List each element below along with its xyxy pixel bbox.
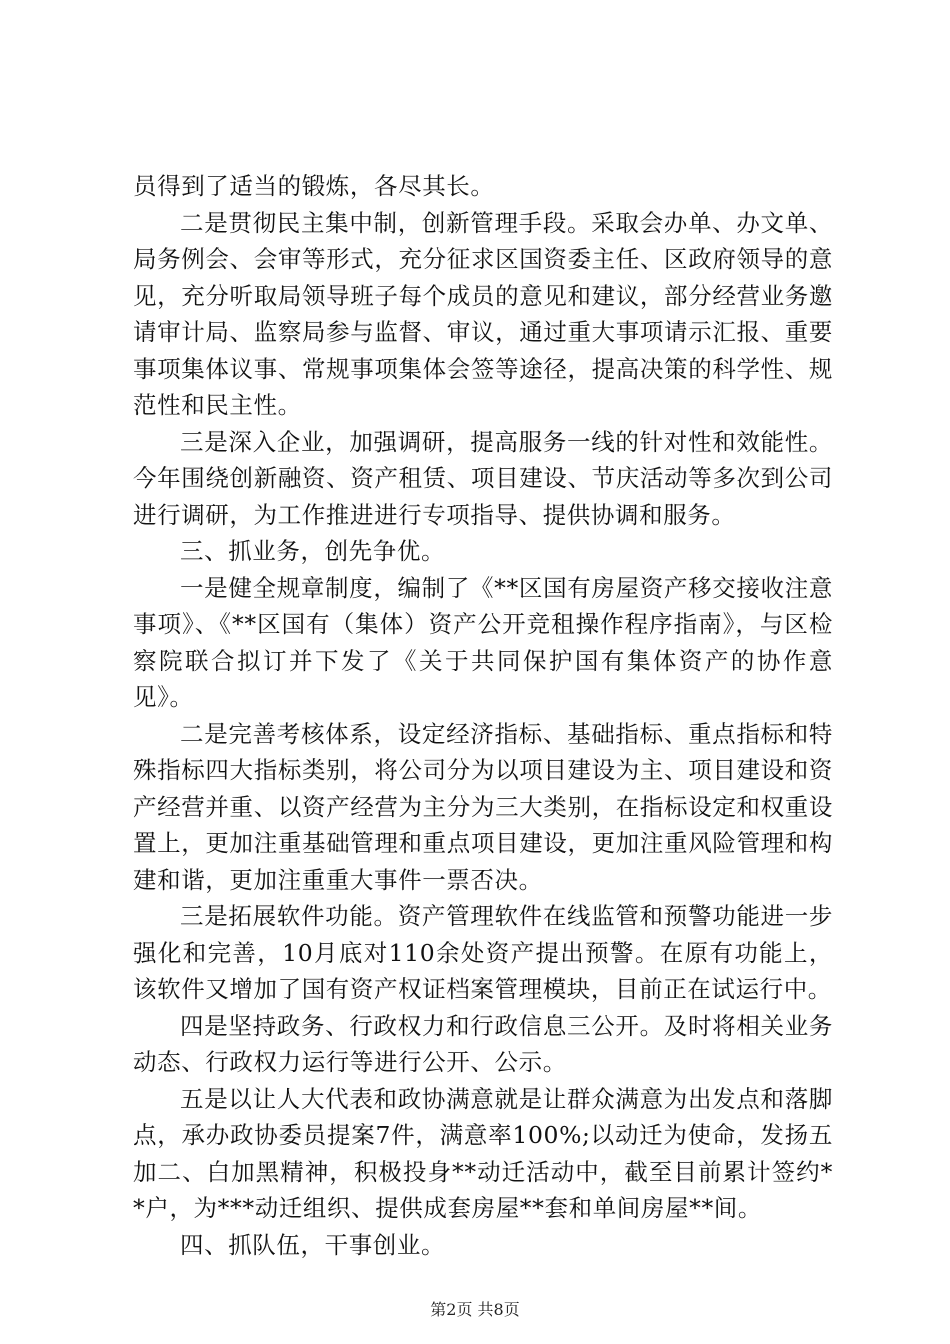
paragraph: 员得到了适当的锻炼，各尽其长。 (133, 172, 495, 200)
section-heading: 三、抓业务，创先争优。 (180, 537, 446, 565)
paragraph: 三是拓展软件功能。资产管理软件在线监管和预警功能进一步强化和完善，10月底对110余处资产提出预警。在原有功能上，该软件又增加了国有资产权证档案管理模块，目前正在试运行中。 (133, 902, 833, 1003)
paragraph: 一是健全规章制度，编制了《**区国有房屋资产移交接收注意事项》、《**区国有（集体）资产公开竞租操作程序指南》，与区检察院联合拟订并下发了《关于共同保护国有集体资产的协作意见》。 (133, 573, 833, 711)
page-footer: 第2页 共8页 (430, 1300, 520, 1319)
paragraph: 三是深入企业，加强调研，提高服务一线的针对性和效能性。今年围绕创新融资、资产租赁、项目建设、节庆活动等多次到公司进行调研，为工作推进进行专项指导、提供协调和服务。 (133, 427, 833, 529)
paragraph: 二是贯彻民主集中制，创新管理手段。采取会办单、办文单、局务例会、会审等形式，充分征求区国资委主任、区政府领导的意见，充分听取局领导班子每个成员的意见和建议，部分经营业务邀请审计局、监察局参与监督、审议，通过重大事项请示汇报、重要事项集体议事、常规事项集体会签等途径，提高决策的科学性、规范性和民主性。 (133, 208, 833, 419)
paragraph: 五是以让人大代表和政协满意就是让群众满意为出发点和落脚点，承办政协委员提案7件，满意率100%;以动迁为使命，发扬五加二、白加黑精神，积极投身**动迁活动中，截至目前累计签约**户，为***动迁组织、提供成套房屋**套和单间房屋**间。 (133, 1084, 833, 1222)
document-body (133, 168, 833, 1263)
section-heading: 四、抓队伍，干事创业。 (180, 1230, 446, 1259)
paragraph: 二是完善考核体系，设定经济指标、基础指标、重点指标和特殊指标四大指标类别，将公司分为以项目建设为主、项目建设和资产经营并重、以资产经营为主分为三大类别，在指标设定和权重设置上，更加注重基础管理和重点项目建设，更加注重风险管理和构建和谐，更加注重重大事件一票否决。 (133, 719, 833, 894)
paragraph: 四是坚持政务、行政权力和行政信息三公开。及时将相关业务动态、行政权力运行等进行公开、公示。 (133, 1011, 833, 1076)
